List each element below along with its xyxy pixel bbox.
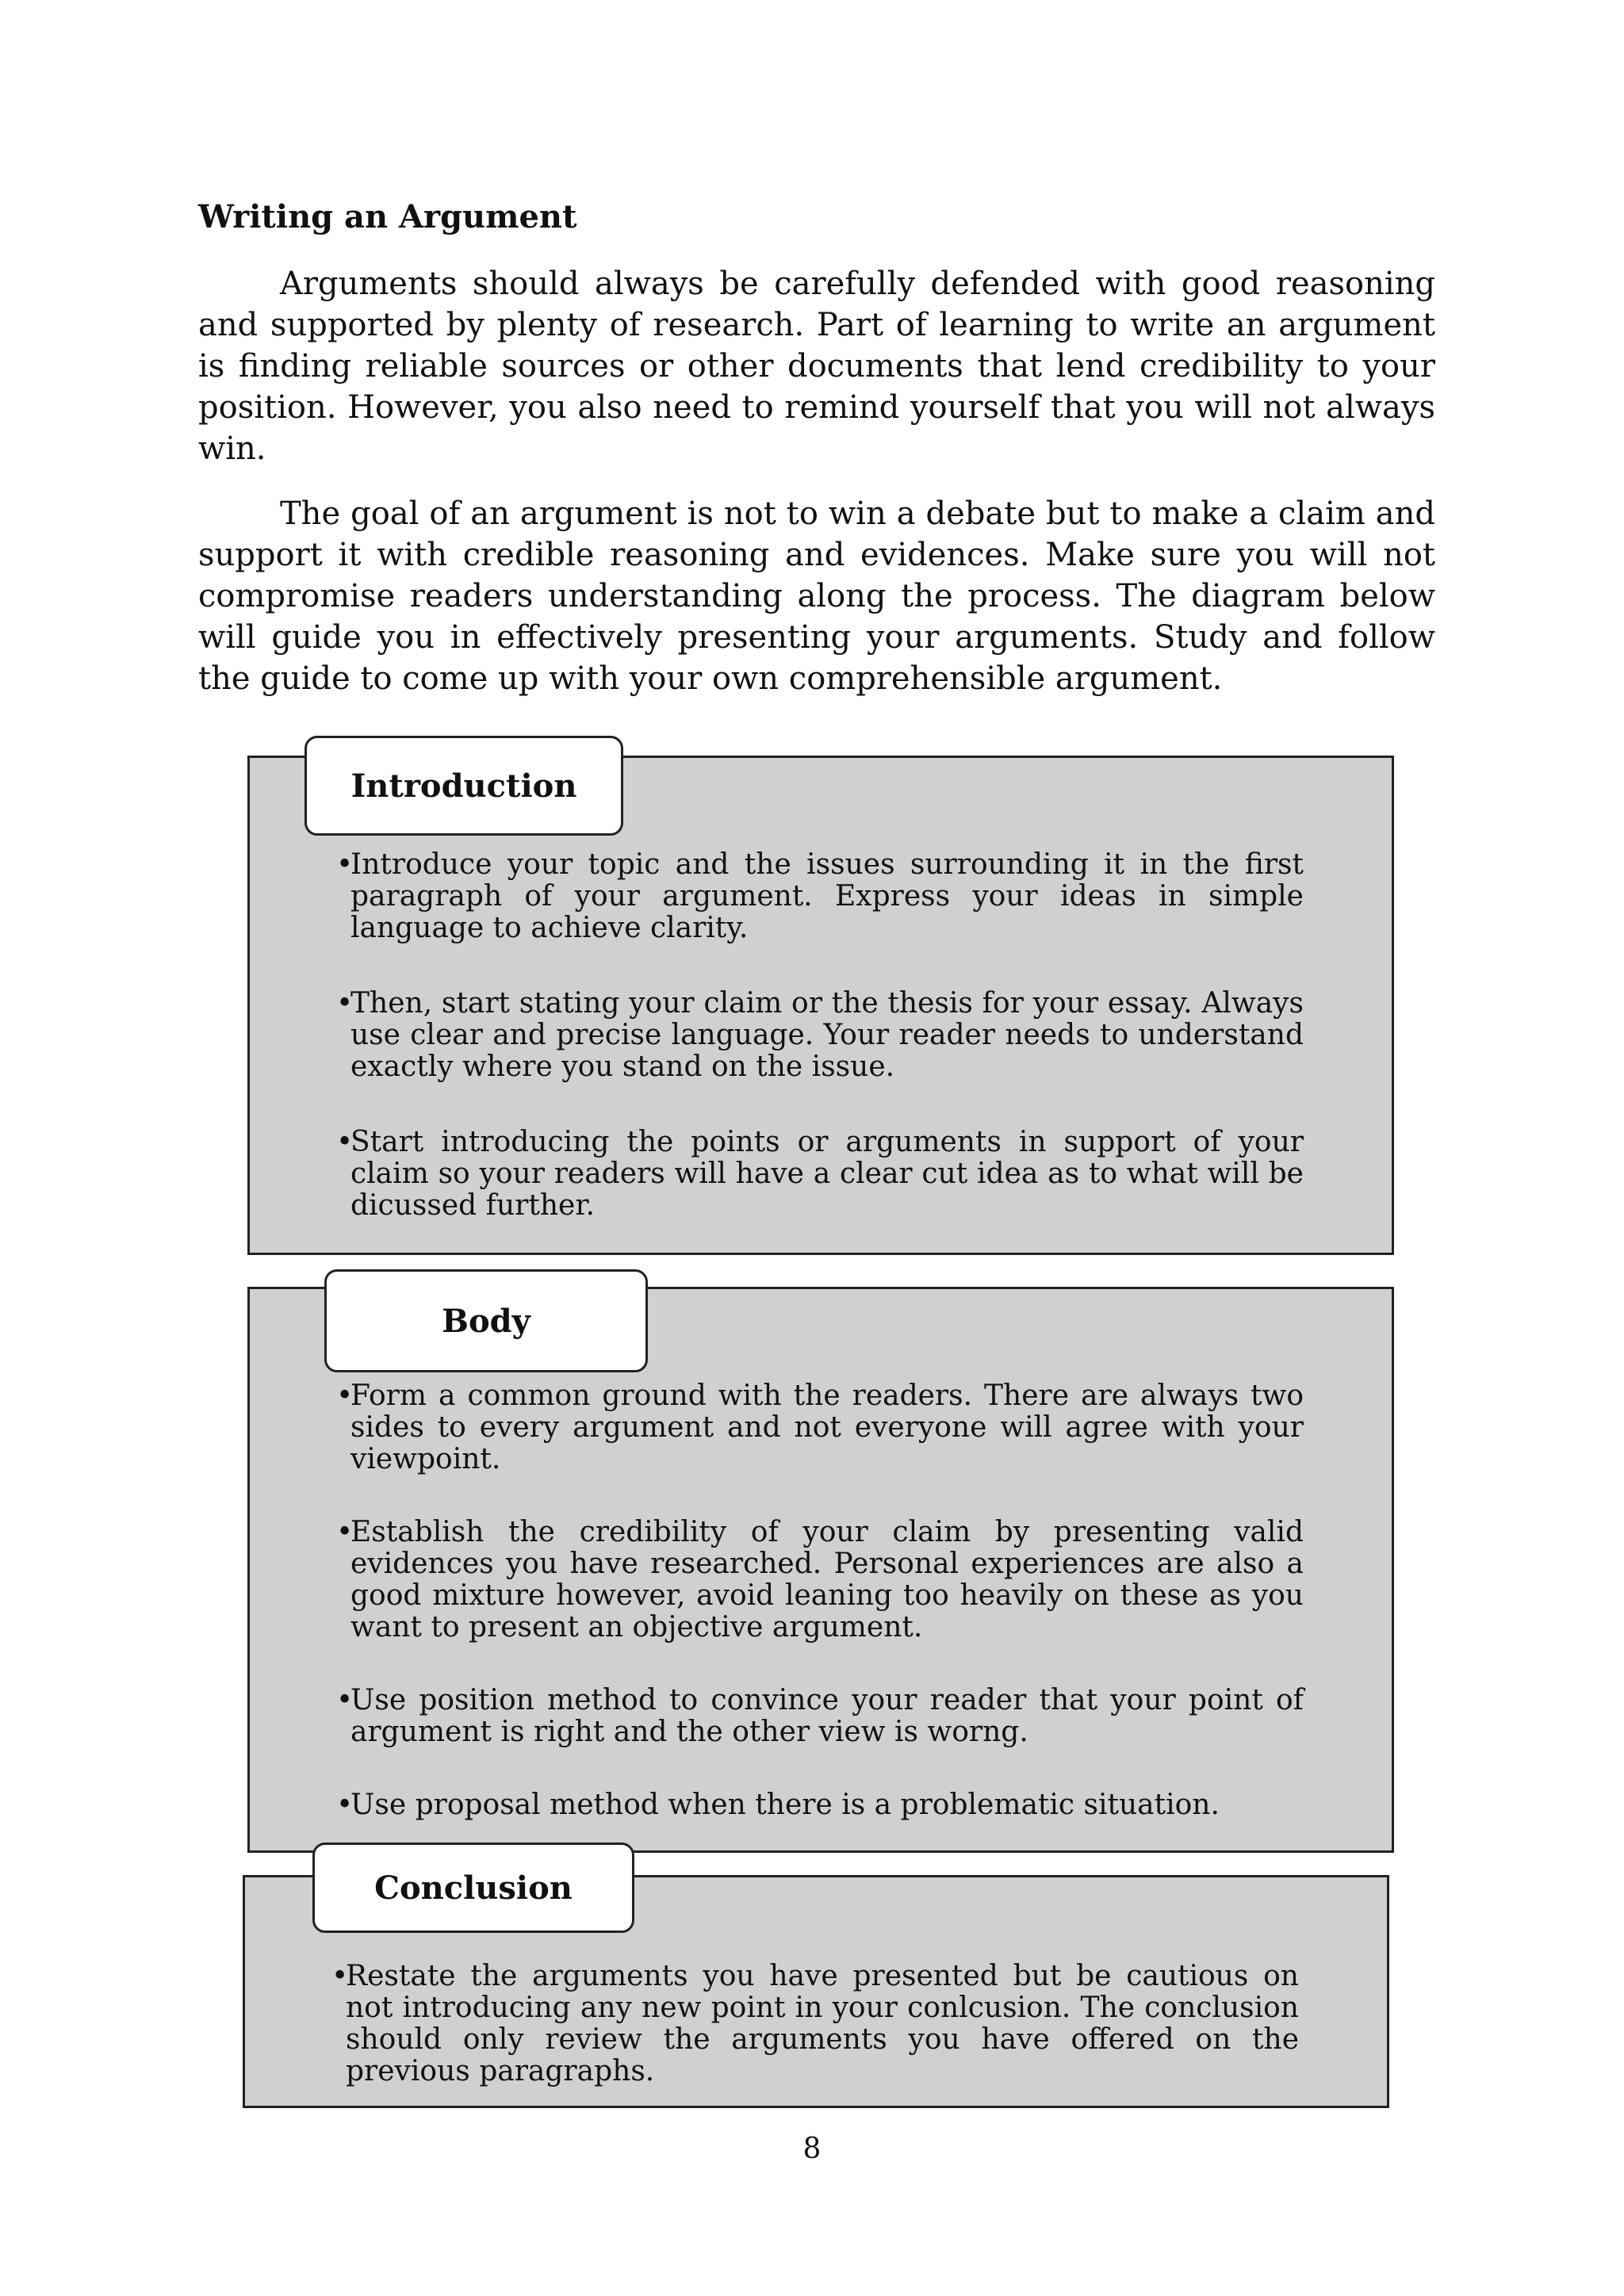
- list-item: • Restate the arguments you have presented but be cautious on not introducing any new point in your conlcusion. The conclusion should only review the arguments you have offered on the previous paragraphs.: [331, 1960, 1299, 2087]
- list-item: • Then, start stating your claim or the thesis for your essay. Always use clear and precise language. Your reader needs to understand exactly where you stand on the issue.: [336, 987, 1304, 1083]
- conclusion-list: [331, 1961, 1299, 2087]
- list-item: • Introduce your topic and the issues surrounding it in the first paragraph of your argument. Express your ideas in simple language to achieve clarity.: [336, 848, 1304, 944]
- body-list: [336, 1380, 1304, 1862]
- body-paragraph: Arguments should always be carefully defended with good reasoning and supported by plenty of research. Part of learning to write an argument is finding reliable sources or other documents that lend credibility to your position. However, you also need to remind yourself that you will not always win.: [198, 266, 1435, 467]
- list-item: • Start introducing the points or arguments in support of your claim so your readers will have a clear cut idea as to what will be dicussed further.: [336, 1126, 1304, 1222]
- list-item: • Establish the credibility of your claim by presenting valid evidences you have researched. Personal experiences are also a good mixture however, avoid leaning too heavily on these as you want to present an objective argument.: [336, 1516, 1304, 1644]
- list-item: • Use proposal method when there is a problematic situation.: [336, 1789, 1220, 1821]
- introduction-list: [336, 849, 1304, 1265]
- body-label: Body: [324, 1269, 648, 1372]
- bullet-icon: •: [336, 1516, 354, 1548]
- conclusion-label: Conclusion: [312, 1843, 634, 1933]
- section-heading: Writing an Argument: [198, 198, 577, 235]
- introduction-label: Introduction: [304, 736, 623, 836]
- list-item: • Form a common ground with the readers. There are always two sides to every argument and not everyone will agree with your viewpoint.: [336, 1380, 1304, 1475]
- body-paragraph: The goal of an argument is not to win a debate but to make a claim and support it with credible reasoning and evidences. Make sure you will not compromise readers understanding along the process. The diagram below will guide you in effectively presenting your arguments. Study and follow the guide to come up with your own comprehensible argument.: [198, 496, 1435, 697]
- bullet-icon: •: [336, 1684, 354, 1716]
- page-number: 8: [802, 2133, 822, 2165]
- bullet-icon: •: [331, 1960, 349, 1992]
- bullet-icon: •: [336, 1789, 354, 1821]
- list-item: • Use position method to convince your reader that your point of argument is right and the other view is worng.: [336, 1684, 1304, 1748]
- bullet-icon: •: [336, 1126, 354, 1158]
- bullet-icon: •: [336, 987, 354, 1020]
- bullet-icon: •: [336, 848, 354, 881]
- bullet-icon: •: [336, 1380, 354, 1412]
